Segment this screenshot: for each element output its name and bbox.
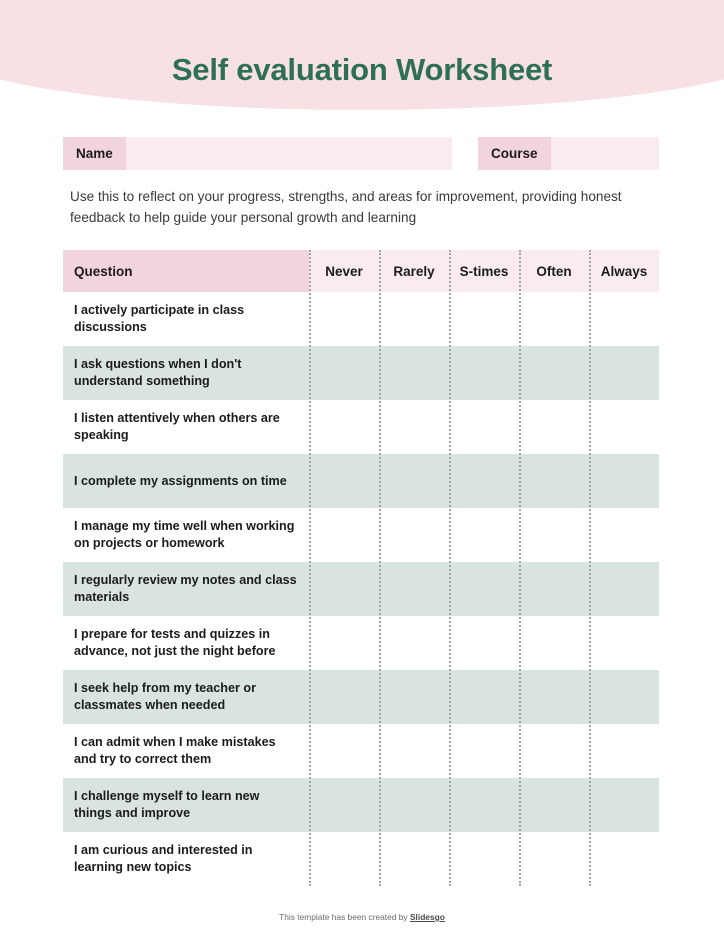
column-header-never: Never [309,250,379,292]
question-cell: I ask questions when I don't understand something [63,346,309,400]
rating-cell-stimes[interactable] [449,724,519,778]
question-cell: I listen attentively when others are speaking [63,400,309,454]
rating-cell-rarely[interactable] [379,778,449,832]
rating-cell-stimes[interactable] [449,778,519,832]
rating-cell-always[interactable] [589,832,659,886]
rating-cell-stimes[interactable] [449,346,519,400]
column-header-always: Always [589,250,659,292]
rating-cell-stimes[interactable] [449,562,519,616]
column-header-often: Often [519,250,589,292]
rating-cell-rarely[interactable] [379,562,449,616]
rating-cell-often[interactable] [519,778,589,832]
question-cell: I actively participate in class discussions [63,292,309,346]
rating-cell-stimes[interactable] [449,832,519,886]
question-cell: I seek help from my teacher or classmates when needed [63,670,309,724]
rating-cell-always[interactable] [589,400,659,454]
question-cell: I am curious and interested in learning new topics [63,832,309,886]
rating-cell-stimes[interactable] [449,400,519,454]
rating-cell-never[interactable] [309,346,379,400]
rating-cell-often[interactable] [519,724,589,778]
footer [0,912,724,922]
rating-cell-stimes[interactable] [449,454,519,508]
footer-text: This template has been created by [279,912,410,922]
rating-cell-always[interactable] [589,346,659,400]
table-row [63,724,659,778]
question-cell: I can admit when I make mistakes and try to correct them [63,724,309,778]
course-input[interactable] [551,137,724,170]
rating-cell-always[interactable] [589,562,659,616]
rating-cell-never[interactable] [309,292,379,346]
rating-cell-rarely[interactable] [379,832,449,886]
slidesgo-link[interactable]: Slidesgo [409,912,445,922]
table-row [63,508,659,562]
table-row [63,616,659,670]
rating-cell-always[interactable] [589,616,659,670]
rating-cell-often[interactable] [519,292,589,346]
rating-cell-never[interactable] [309,616,379,670]
field-row [63,137,659,170]
rating-cell-always[interactable] [589,454,659,508]
rating-cell-often[interactable] [519,562,589,616]
rating-cell-stimes[interactable] [449,670,519,724]
rating-cell-rarely[interactable] [379,508,449,562]
rating-cell-stimes[interactable] [449,292,519,346]
table-row [63,346,659,400]
rating-cell-rarely[interactable] [379,400,449,454]
rating-cell-never[interactable] [309,562,379,616]
column-header-stimes: S-times [449,250,519,292]
rating-cell-stimes[interactable] [449,508,519,562]
question-cell: I challenge myself to learn new things and improve [63,778,309,832]
table-row [63,562,659,616]
rating-cell-often[interactable] [519,400,589,454]
question-cell: I complete my assignments on time [63,454,309,508]
rating-cell-never[interactable] [309,400,379,454]
rating-cell-never[interactable] [309,454,379,508]
rating-cell-always[interactable] [589,670,659,724]
header-banner [0,0,724,120]
name-field[interactable] [63,137,452,170]
course-field-label: Course [478,137,551,170]
table-row [63,778,659,832]
rating-cell-often[interactable] [519,670,589,724]
question-cell: I prepare for tests and quizzes in advance, not just the night before [63,616,309,670]
rating-cell-never[interactable] [309,724,379,778]
rating-cell-never[interactable] [309,670,379,724]
rating-cell-often[interactable] [519,616,589,670]
description-text: Use this to reflect on your progress, strengths, and areas for improvement, providing honest feedback to help guide your personal growth and learning [70,189,622,225]
rating-cell-never[interactable] [309,778,379,832]
table-row [63,292,659,346]
self-evaluation-table [63,250,659,886]
rating-cell-rarely[interactable] [379,454,449,508]
rating-cell-rarely[interactable] [379,670,449,724]
question-cell: I regularly review my notes and class materials [63,562,309,616]
rating-cell-often[interactable] [519,508,589,562]
rating-cell-rarely[interactable] [379,616,449,670]
rating-cell-rarely[interactable] [379,724,449,778]
rating-cell-rarely[interactable] [379,292,449,346]
course-field[interactable] [478,137,659,170]
name-input[interactable] [126,137,452,170]
table-body [63,292,659,886]
name-field-label: Name [63,137,126,170]
question-cell: I manage my time well when working on projects or homework [63,508,309,562]
rating-cell-always[interactable] [589,778,659,832]
rating-cell-always[interactable] [589,292,659,346]
page-title: Self evaluation Worksheet [171,52,553,87]
rating-cell-stimes[interactable] [449,616,519,670]
table-row [63,832,659,886]
rating-cell-always[interactable] [589,508,659,562]
rating-cell-rarely[interactable] [379,346,449,400]
rating-cell-always[interactable] [589,724,659,778]
rating-cell-never[interactable] [309,508,379,562]
rating-cell-often[interactable] [519,346,589,400]
rating-cell-often[interactable] [519,454,589,508]
table-header-row [63,250,659,292]
table-row [63,670,659,724]
rating-cell-never[interactable] [309,832,379,886]
column-header-question: Question [63,250,309,292]
table-row [63,454,659,508]
column-header-rarely: Rarely [379,250,449,292]
rating-cell-often[interactable] [519,832,589,886]
table-row [63,400,659,454]
